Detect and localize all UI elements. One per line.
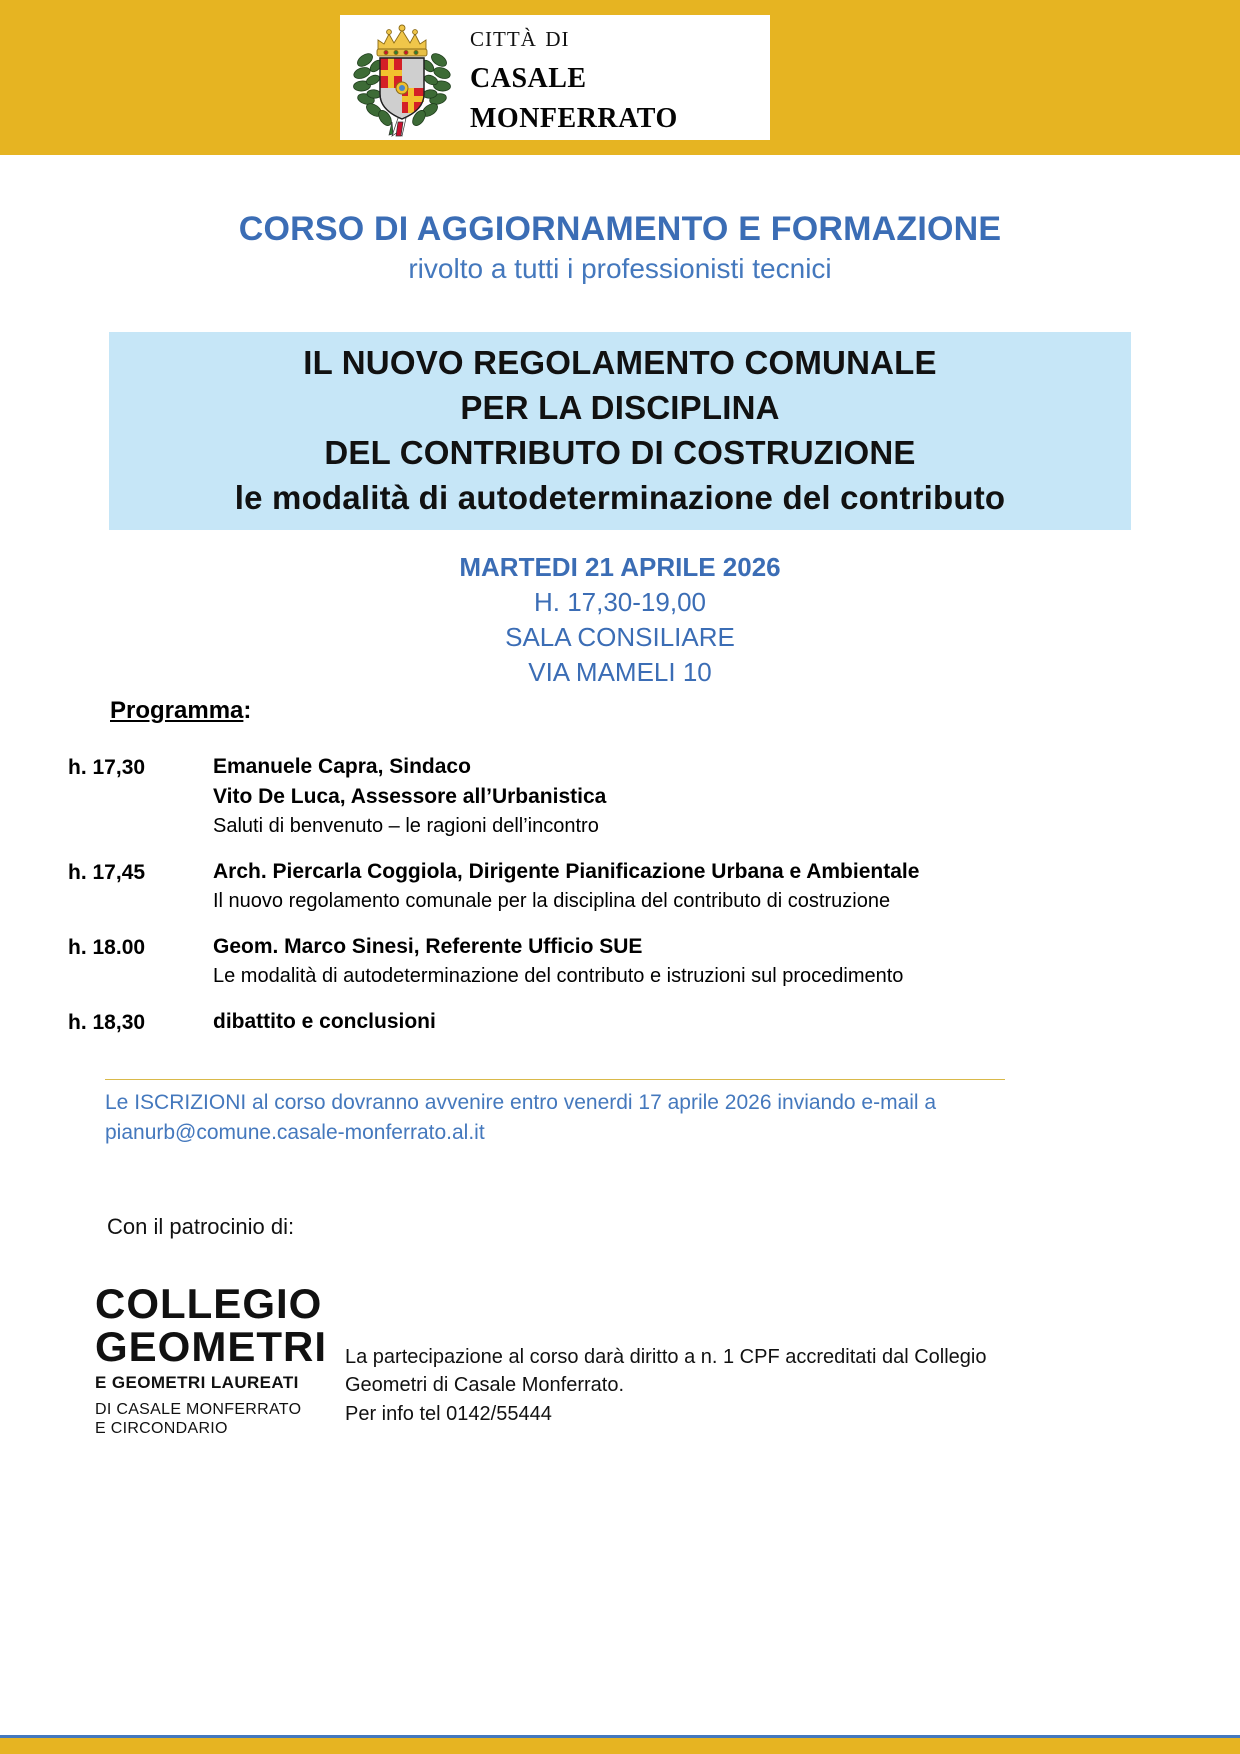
- iscrizioni-note: [105, 1088, 1035, 1149]
- highlight-line-4: le modalità di autodeterminazione del contributo: [234, 478, 1006, 516]
- highlight-title-box: [109, 332, 1131, 530]
- collegio-line-2: GEOMETRI: [95, 1322, 328, 1370]
- iscrizioni-email[interactable]: pianurb@comune.casale-monferrato.al.it: [105, 1121, 485, 1145]
- patrocinio-label: Con il patrocinio di:: [107, 1214, 295, 1239]
- highlight-line-3: DEL CONTRIBUTO DI COSTRUZIONE: [324, 433, 916, 471]
- schedule-body: [213, 932, 1078, 990]
- cpf-line-1: La partecipazione al corso darà diritto a n. 1 CPF accreditati dal Collegio: [345, 1346, 987, 1368]
- schedule-time: h. 17,30: [68, 756, 146, 779]
- schedule-speaker: dibattito e conclusioni: [213, 1010, 436, 1034]
- programma-colon: :: [243, 697, 252, 724]
- course-subtitle: rivolto a tutti i professionisti tecnici: [408, 253, 832, 284]
- schedule-speaker: Emanuele Capra, Sindaco: [213, 755, 471, 778]
- event-time: H. 17,30-19,00: [533, 587, 706, 618]
- iscrizioni-text: Le ISCRIZIONI al corso dovranno avvenire entro venerdi 17 aprile 2026 inviando e-mail a: [105, 1091, 937, 1114]
- programma-label: Programma: [110, 697, 244, 724]
- schedule-description: Le modalità di autodeterminazione del contributo e istruzioni sul procedimento: [213, 965, 904, 988]
- schedule-speaker: Arch. Piercarla Coggiola, Dirigente Pianificazione Urbana e Ambientale: [213, 860, 920, 884]
- iscrizioni-divider: [105, 1079, 1005, 1080]
- cpf-line-2: Geometri di Casale Monferrato.: [345, 1374, 625, 1397]
- schedule-row: [68, 752, 1078, 840]
- schedule-body: [213, 857, 1078, 915]
- cpf-note: [345, 1343, 1025, 1428]
- city-name: [470, 19, 770, 136]
- collegio-line-1: COLLEGIO: [95, 1280, 323, 1327]
- schedule-row: [68, 932, 1078, 990]
- schedule-time: h. 18,30: [68, 1011, 146, 1035]
- cpf-line-3: Per info tel 0142/55444: [345, 1402, 552, 1425]
- schedule-speaker: Geom. Marco Sinesi, Referente Ufficio SUE: [213, 935, 643, 959]
- event-room: SALA CONSILIARE: [505, 622, 735, 653]
- header-band: [0, 0, 1240, 155]
- event-details: [0, 550, 1240, 690]
- schedule-row: [68, 857, 1078, 915]
- collegio-geometri-logo: [95, 1280, 328, 1438]
- highlight-line-2: PER LA DISCIPLINA: [460, 388, 780, 426]
- programma-heading: [110, 697, 251, 725]
- city-logo-box: [340, 15, 770, 140]
- event-date: MARTEDI 21 APRILE 2026: [459, 552, 781, 582]
- schedule-time: h. 18.00: [68, 936, 146, 960]
- schedule-row: [68, 1007, 1078, 1038]
- event-address: VIA MAMELI 10: [528, 657, 712, 688]
- collegio-line-5: E CIRCONDARIO: [95, 1419, 228, 1437]
- schedule-time: h. 17,45: [68, 861, 146, 885]
- schedule-description: Il nuovo regolamento comunale per la disciplina del contributo di costruzione: [213, 889, 891, 912]
- city-line-1: città di: [470, 19, 570, 53]
- schedule-speaker: Vito De Luca, Assessore all’Urbanistica: [213, 784, 607, 808]
- schedule-body: [213, 1007, 1078, 1037]
- schedule-description: Saluti di benvenuto – le ragioni dell’incontro: [213, 814, 599, 837]
- footer-band: [0, 1738, 1240, 1754]
- city-line-2: casale monferrato: [470, 50, 678, 136]
- programma-schedule: [68, 752, 1078, 1055]
- highlight-line-1: IL NUOVO REGOLAMENTO COMUNALE: [303, 344, 937, 381]
- coat-of-arms-icon: [348, 18, 456, 138]
- collegio-line-4: DI CASALE MONFERRATO: [95, 1400, 302, 1418]
- collegio-line-3: E GEOMETRI LAUREATI: [95, 1372, 299, 1392]
- course-title: CORSO DI AGGIORNAMENTO E FORMAZIONE: [238, 210, 1002, 248]
- schedule-body: [213, 752, 1078, 840]
